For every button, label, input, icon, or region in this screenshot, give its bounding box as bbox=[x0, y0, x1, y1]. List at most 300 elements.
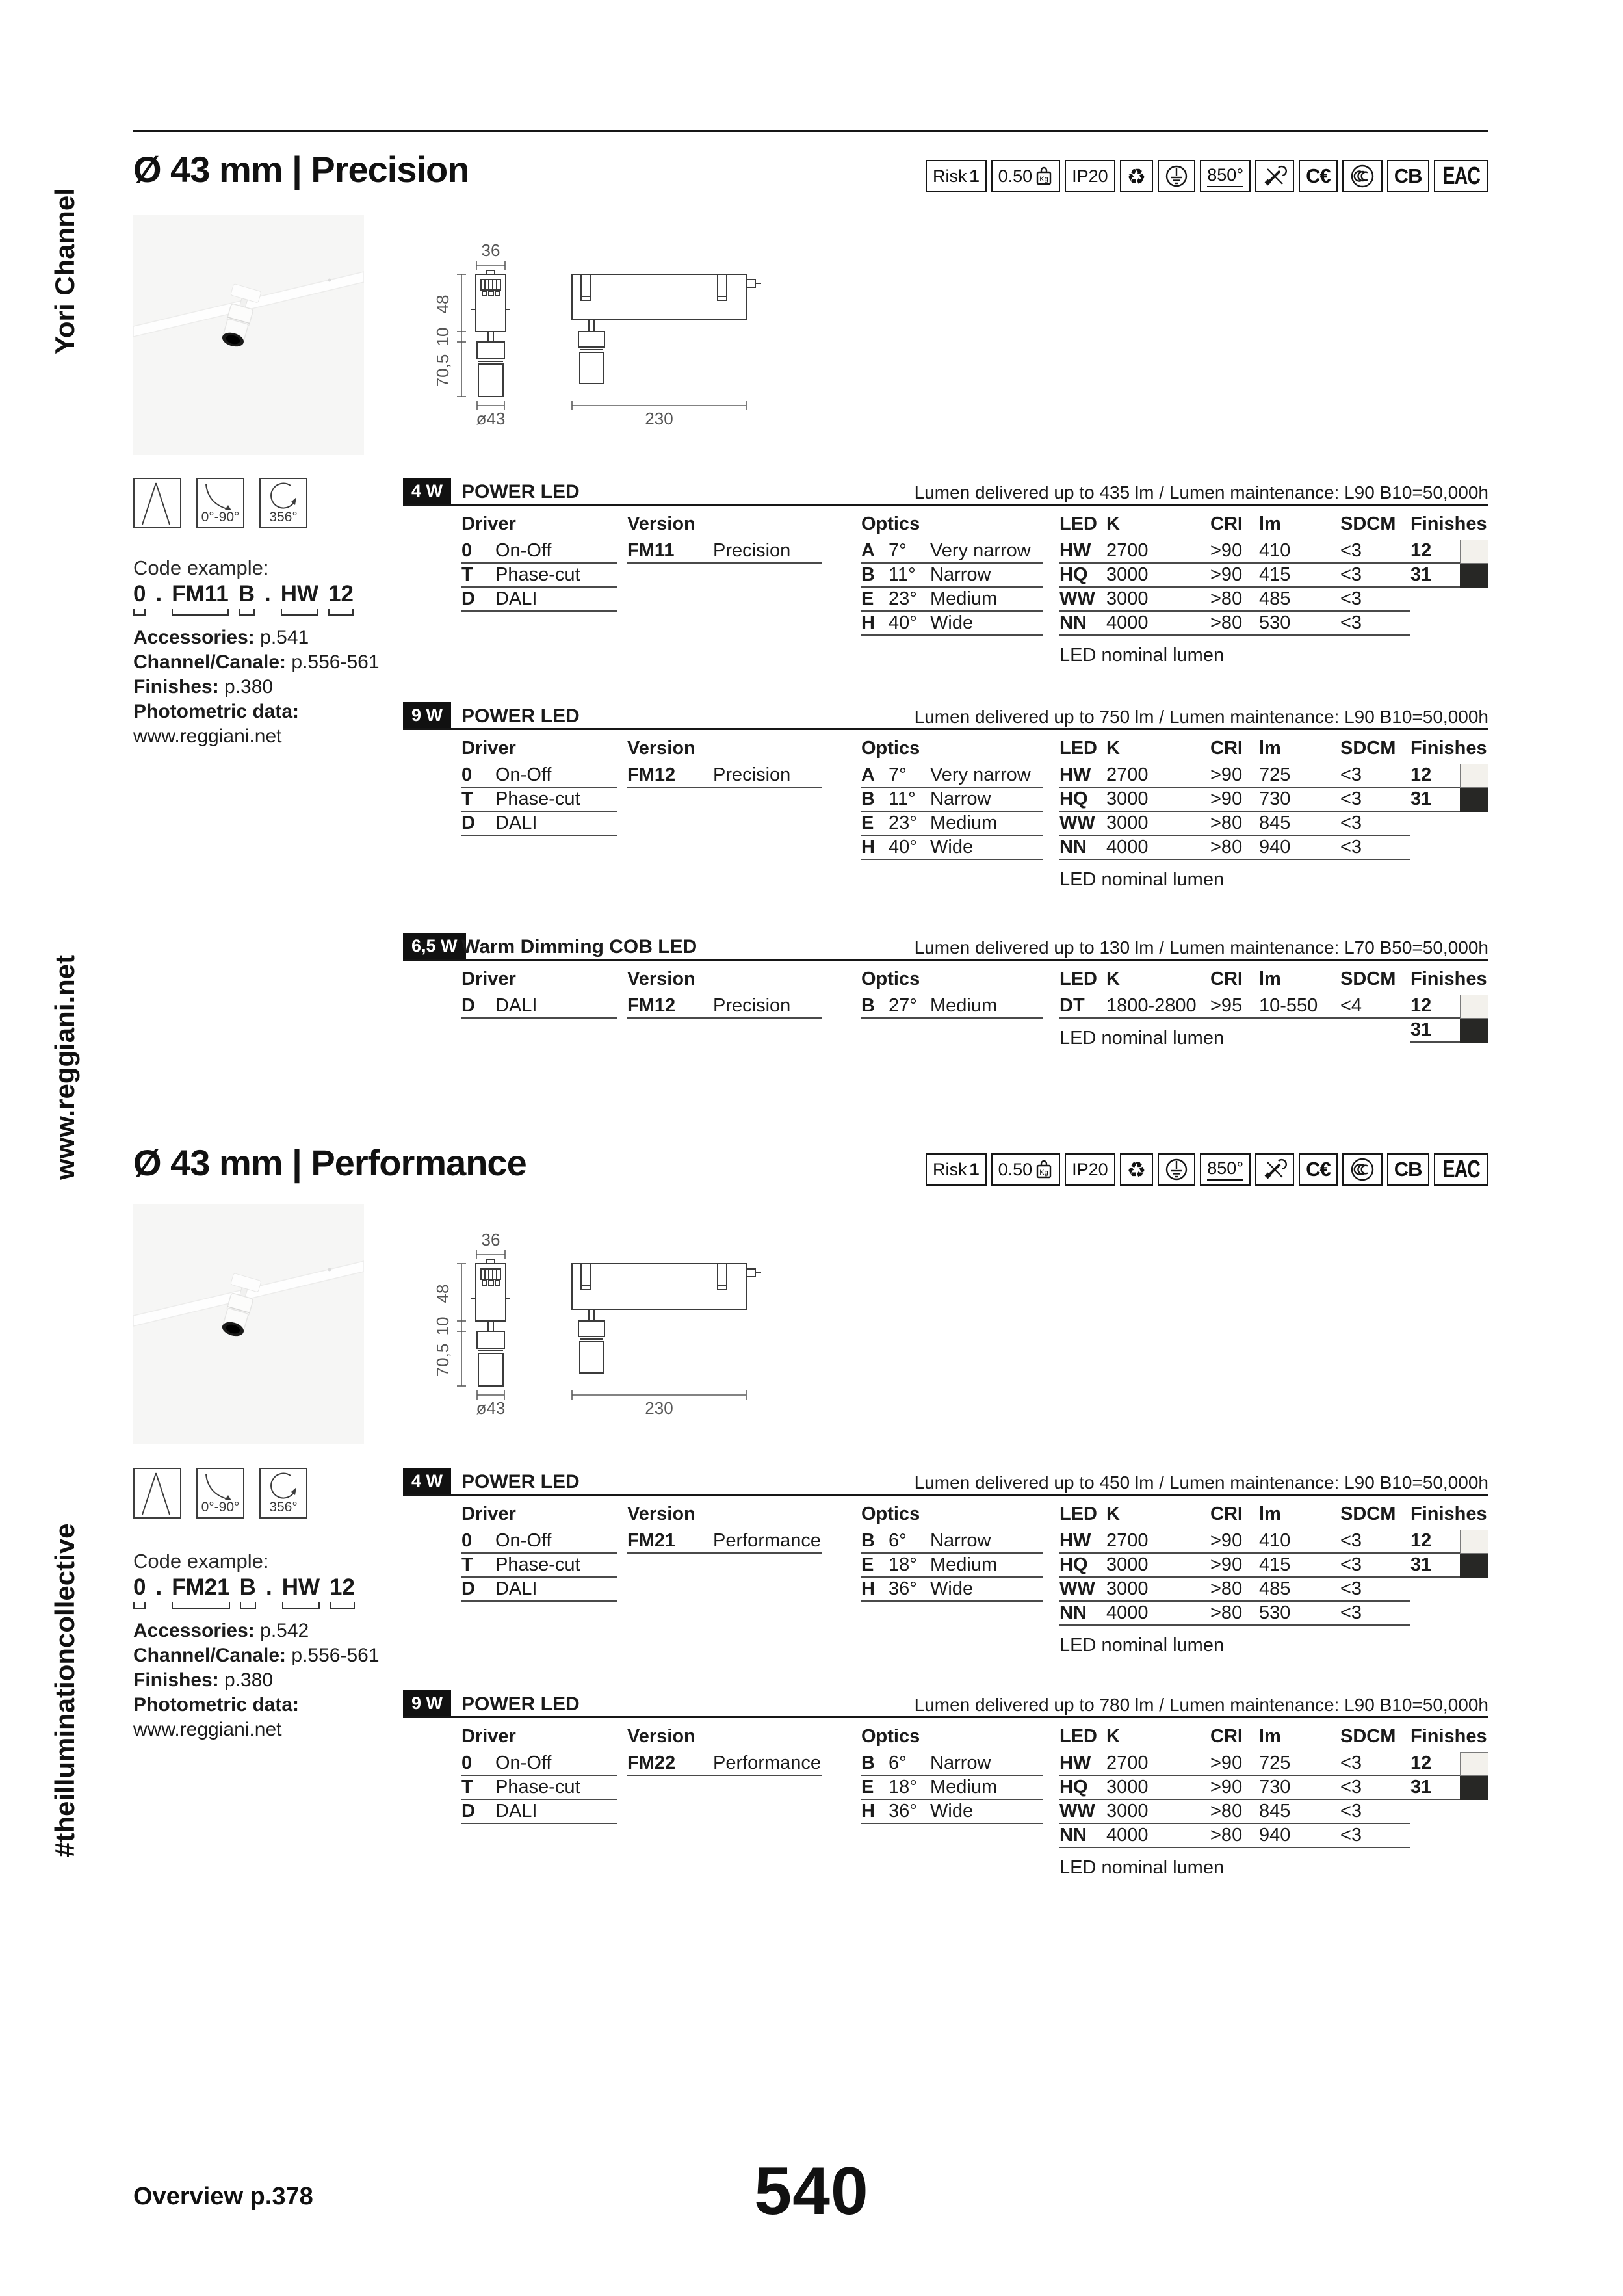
reference-line bbox=[133, 1693, 380, 1717]
optics-name: Medium bbox=[930, 995, 998, 1016]
led-cell: 2700 bbox=[1106, 1753, 1149, 1773]
optics-angle: 18° bbox=[889, 1554, 917, 1575]
cert-ip-badge bbox=[1065, 1153, 1115, 1186]
reference-value: p.556-561 bbox=[286, 1645, 380, 1666]
driver-row bbox=[461, 1776, 617, 1800]
optics-row bbox=[861, 788, 1043, 812]
reference-line bbox=[133, 650, 380, 675]
led-cell: 4000 bbox=[1106, 612, 1149, 633]
svg-text:ø43: ø43 bbox=[476, 1398, 506, 1416]
cert-earth-badge bbox=[1158, 1153, 1195, 1186]
version-row bbox=[627, 1752, 822, 1776]
technical-drawing bbox=[416, 1231, 780, 1416]
cert-recycle-badge bbox=[1120, 160, 1154, 192]
reference-line bbox=[133, 1668, 380, 1693]
cert-eac-badge bbox=[1434, 1153, 1488, 1186]
wattage-badge: 9 W bbox=[403, 702, 451, 728]
led-header: K bbox=[1106, 1726, 1120, 1747]
version-header: Version bbox=[627, 1504, 695, 1524]
spotlight-photo-illustration bbox=[133, 1204, 364, 1444]
led-cell: >80 bbox=[1210, 1578, 1243, 1599]
table-rule bbox=[403, 959, 1488, 961]
version-row bbox=[627, 995, 822, 1019]
led-cell: 4000 bbox=[1106, 1825, 1149, 1846]
led-row bbox=[1059, 588, 1410, 612]
driver-row bbox=[461, 1800, 617, 1824]
led-cell: HW bbox=[1059, 1753, 1091, 1773]
led-cell: <3 bbox=[1340, 612, 1362, 633]
finishes-header: Finishes bbox=[1410, 1726, 1487, 1747]
led-header: SDCM bbox=[1340, 738, 1396, 759]
beam-box-rotate bbox=[259, 1468, 307, 1519]
ccc-mark-icon bbox=[1349, 1156, 1375, 1182]
led-cell: <3 bbox=[1340, 764, 1362, 785]
led-row bbox=[1059, 540, 1410, 564]
reference-value: p.380 bbox=[218, 676, 274, 698]
led-row bbox=[1059, 1776, 1410, 1800]
code-token-underline bbox=[330, 1602, 355, 1609]
code-token-text: 0 bbox=[133, 581, 146, 607]
led-cell: >80 bbox=[1210, 612, 1243, 633]
svg-text:230: 230 bbox=[645, 409, 673, 427]
optics-code: B bbox=[861, 564, 875, 585]
led-cell: <3 bbox=[1340, 789, 1362, 809]
led-row bbox=[1059, 612, 1410, 636]
optics-row bbox=[861, 1752, 1043, 1776]
driver-code: T bbox=[461, 1777, 473, 1797]
code-token bbox=[239, 581, 255, 616]
finish-swatch bbox=[1460, 540, 1488, 564]
optics-name: Medium bbox=[930, 813, 998, 833]
led-row bbox=[1059, 564, 1410, 588]
finish-swatch bbox=[1460, 1530, 1488, 1554]
reference-label: Finishes: bbox=[133, 1669, 219, 1691]
led-cell: <4 bbox=[1340, 995, 1362, 1016]
version-name: Precision bbox=[713, 764, 791, 785]
top-rule bbox=[133, 130, 1488, 132]
led-cell: <3 bbox=[1340, 1602, 1362, 1623]
finish-row bbox=[1410, 540, 1460, 564]
version-code: FM11 bbox=[627, 540, 675, 561]
code-token-underline bbox=[240, 1602, 256, 1609]
cert-ccc-badge bbox=[1342, 1153, 1383, 1186]
reference-label: Photometric data: bbox=[133, 701, 300, 722]
code-token-underline bbox=[172, 609, 229, 616]
led-type-title: POWER LED bbox=[461, 1471, 580, 1493]
column-optics bbox=[861, 738, 1043, 860]
optics-name: Wide bbox=[930, 837, 974, 857]
led-cell: 10-550 bbox=[1259, 995, 1318, 1016]
dimension-drawing bbox=[416, 1231, 780, 1416]
version-code: FM12 bbox=[627, 995, 676, 1016]
optics-row bbox=[861, 764, 1043, 788]
led-row bbox=[1059, 764, 1410, 788]
optics-name: Narrow bbox=[930, 564, 991, 585]
version-header: Version bbox=[627, 1726, 695, 1747]
recycle-icon: ♻ bbox=[1126, 1156, 1147, 1182]
cert-risk-badge bbox=[926, 160, 987, 192]
weight-value: 0.50 bbox=[998, 166, 1033, 186]
led-header: lm bbox=[1259, 1504, 1281, 1524]
code-token bbox=[328, 581, 354, 616]
code-token-text: 12 bbox=[330, 1574, 355, 1600]
led-header: K bbox=[1106, 1504, 1120, 1524]
led-header: SDCM bbox=[1340, 1504, 1396, 1524]
code-token bbox=[133, 581, 146, 616]
overview-link: Overview p.378 bbox=[133, 2183, 313, 2210]
reference-label: Channel/Canale: bbox=[133, 1645, 287, 1666]
dim-width: 36 bbox=[481, 1231, 500, 1249]
code-token-text: 12 bbox=[328, 581, 354, 607]
code-token-underline bbox=[282, 1602, 320, 1609]
column-version bbox=[627, 738, 822, 788]
optics-header: Optics bbox=[861, 1726, 920, 1747]
led-header: lm bbox=[1259, 738, 1281, 759]
column-version bbox=[627, 1504, 822, 1554]
code-token-underline bbox=[172, 1602, 229, 1609]
driver-row bbox=[461, 1578, 617, 1602]
ip-rating: IP20 bbox=[1072, 1159, 1108, 1179]
table-rule bbox=[403, 728, 1488, 730]
led-cell: 845 bbox=[1259, 813, 1291, 833]
led-cell: >90 bbox=[1210, 1753, 1243, 1773]
led-cell: 845 bbox=[1259, 1801, 1291, 1821]
kg-bag-icon bbox=[1035, 1159, 1053, 1180]
led-header: CRI bbox=[1210, 738, 1243, 759]
driver-header: Driver bbox=[461, 969, 516, 989]
led-nominal-note: LED nominal lumen bbox=[1059, 869, 1225, 890]
optics-angle: 6° bbox=[889, 1753, 907, 1773]
svg-text:230: 230 bbox=[645, 1398, 673, 1416]
rail-hashtag: #theilluminationcollective bbox=[49, 1523, 80, 1857]
optics-code: H bbox=[861, 1801, 875, 1821]
led-cell: 4000 bbox=[1106, 1602, 1149, 1623]
led-cell: >95 bbox=[1210, 995, 1243, 1016]
led-row bbox=[1059, 836, 1410, 860]
led-cell: >90 bbox=[1210, 1530, 1243, 1551]
reference-links bbox=[133, 625, 380, 749]
finish-swatches bbox=[1460, 540, 1488, 588]
led-cell: <3 bbox=[1340, 837, 1362, 857]
reference-value: p.542 bbox=[254, 1620, 309, 1641]
led-cell: >80 bbox=[1210, 1602, 1243, 1623]
lumen-note: Lumen delivered up to 750 lm / Lumen maintenance: L90 B10=50,000h bbox=[914, 707, 1488, 727]
wattage-badge: 9 W bbox=[403, 1690, 451, 1716]
optics-angle: 7° bbox=[889, 764, 907, 785]
column-led bbox=[1059, 1504, 1410, 1656]
cert-notools-badge bbox=[1255, 1153, 1294, 1186]
svg-text:70,5: 70,5 bbox=[433, 354, 452, 387]
svg-text:ø43: ø43 bbox=[476, 409, 506, 427]
cert-ip-badge bbox=[1065, 160, 1115, 192]
driver-row bbox=[461, 588, 617, 612]
reference-line bbox=[133, 1619, 380, 1643]
driver-row bbox=[461, 1554, 617, 1578]
led-cell: 940 bbox=[1259, 837, 1291, 857]
reference-line bbox=[133, 675, 380, 699]
beam-box-beam bbox=[133, 1468, 181, 1519]
finish-code: 12 bbox=[1410, 995, 1432, 1016]
cert-ccc-badge bbox=[1342, 160, 1383, 192]
ip-rating: IP20 bbox=[1072, 166, 1108, 186]
led-header: LED bbox=[1059, 1726, 1097, 1747]
led-cell: 530 bbox=[1259, 1602, 1291, 1623]
cert-earth-badge bbox=[1158, 160, 1195, 192]
version-name: Precision bbox=[713, 540, 791, 561]
led-cell: HQ bbox=[1059, 564, 1088, 585]
led-row bbox=[1059, 1530, 1410, 1554]
led-cell: >80 bbox=[1210, 1825, 1243, 1846]
optics-code: B bbox=[861, 995, 875, 1016]
driver-code: T bbox=[461, 564, 473, 585]
led-cell: HQ bbox=[1059, 789, 1088, 809]
finish-row bbox=[1410, 1530, 1460, 1554]
optics-angle: 18° bbox=[889, 1777, 917, 1797]
led-row bbox=[1059, 1602, 1410, 1626]
finish-swatches bbox=[1460, 1752, 1488, 1800]
product-photo bbox=[133, 1204, 364, 1444]
version-row bbox=[627, 764, 822, 788]
driver-name: DALI bbox=[495, 813, 538, 833]
code-token bbox=[240, 1574, 256, 1609]
code-token-underline bbox=[239, 609, 255, 616]
led-cell: <3 bbox=[1340, 1554, 1362, 1575]
driver-header: Driver bbox=[461, 1504, 516, 1524]
ce-mark: C€ bbox=[1306, 1158, 1331, 1181]
led-cell: 725 bbox=[1259, 1753, 1291, 1773]
led-cell: >90 bbox=[1210, 1554, 1243, 1575]
led-cell: WW bbox=[1059, 588, 1095, 609]
optics-angle: 36° bbox=[889, 1801, 917, 1821]
optics-name: Medium bbox=[930, 1554, 998, 1575]
weight-value: 0.50 bbox=[998, 1159, 1033, 1179]
led-nominal-note: LED nominal lumen bbox=[1059, 645, 1225, 666]
column-led bbox=[1059, 1726, 1410, 1879]
driver-code: T bbox=[461, 1554, 473, 1575]
svg-text:Kg: Kg bbox=[1039, 1169, 1048, 1177]
section-title-precision: Ø 43 mm | Precision bbox=[133, 149, 469, 190]
svg-text:10: 10 bbox=[433, 1316, 452, 1336]
finish-code: 31 bbox=[1410, 564, 1432, 585]
led-cell: 4000 bbox=[1106, 837, 1149, 857]
driver-code: D bbox=[461, 1801, 475, 1821]
driver-row bbox=[461, 1752, 617, 1776]
led-cell: >90 bbox=[1210, 564, 1243, 585]
beam-shape-icon bbox=[135, 1469, 180, 1517]
beam-box-tilt bbox=[196, 478, 244, 528]
led-nominal-note: LED nominal lumen bbox=[1059, 1857, 1225, 1878]
led-cell: 3000 bbox=[1106, 1801, 1149, 1821]
driver-code: D bbox=[461, 813, 475, 833]
finish-row bbox=[1410, 1019, 1460, 1043]
optics-name: Wide bbox=[930, 1801, 974, 1821]
led-cell: 485 bbox=[1259, 1578, 1291, 1599]
ccc-mark-icon bbox=[1349, 163, 1375, 189]
led-cell: <3 bbox=[1340, 1530, 1362, 1551]
beam-box-label: 0°-90° bbox=[201, 1500, 240, 1515]
finish-row bbox=[1410, 1554, 1460, 1578]
code-token-text: HW bbox=[280, 581, 319, 607]
optics-angle: 36° bbox=[889, 1578, 917, 1599]
driver-name: DALI bbox=[495, 1578, 538, 1599]
column-optics bbox=[861, 514, 1043, 636]
led-type-title: Warm Dimming COB LED bbox=[461, 936, 697, 958]
cb-mark: CB bbox=[1394, 164, 1422, 187]
column-driver bbox=[461, 514, 617, 612]
led-header: CRI bbox=[1210, 514, 1243, 534]
finish-swatches bbox=[1460, 1530, 1488, 1578]
code-token-separator: . bbox=[265, 1574, 272, 1600]
led-cell: <3 bbox=[1340, 1801, 1362, 1821]
optics-code: B bbox=[861, 1753, 875, 1773]
finish-code: 12 bbox=[1410, 1753, 1432, 1773]
driver-name: Phase-cut bbox=[495, 1554, 580, 1575]
optics-name: Very narrow bbox=[930, 764, 1031, 785]
column-version bbox=[627, 1726, 822, 1776]
optics-name: Medium bbox=[930, 588, 998, 609]
led-cell: HQ bbox=[1059, 1777, 1088, 1797]
led-cell: <3 bbox=[1340, 540, 1362, 561]
driver-code: D bbox=[461, 995, 475, 1016]
led-cell: NN bbox=[1059, 612, 1087, 633]
led-cell: WW bbox=[1059, 813, 1095, 833]
driver-row bbox=[461, 812, 617, 836]
led-header-row bbox=[1059, 738, 1410, 764]
lumen-note: Lumen delivered up to 450 lm / Lumen maintenance: L90 B10=50,000h bbox=[914, 1472, 1488, 1493]
version-name: Performance bbox=[713, 1753, 822, 1773]
column-driver bbox=[461, 969, 617, 1019]
driver-header: Driver bbox=[461, 1726, 516, 1747]
optics-code: A bbox=[861, 764, 875, 785]
version-code: FM12 bbox=[627, 764, 676, 785]
optics-angle: 7° bbox=[889, 540, 907, 561]
code-token-separator: . bbox=[155, 581, 162, 607]
led-cell: <3 bbox=[1340, 1578, 1362, 1599]
led-header: K bbox=[1106, 514, 1120, 534]
led-cell: 730 bbox=[1259, 1777, 1291, 1797]
driver-row bbox=[461, 1530, 617, 1554]
optics-header: Optics bbox=[861, 738, 920, 759]
led-header-row bbox=[1059, 1726, 1410, 1752]
led-nominal-note: LED nominal lumen bbox=[1059, 1028, 1225, 1049]
risk-label: Risk bbox=[933, 1159, 967, 1179]
led-cell: <3 bbox=[1340, 1777, 1362, 1797]
finish-swatch bbox=[1460, 1776, 1488, 1800]
led-row bbox=[1059, 1824, 1410, 1848]
led-cell: >90 bbox=[1210, 540, 1243, 561]
version-code: FM22 bbox=[627, 1753, 676, 1773]
reference-label: Photometric data: bbox=[133, 1694, 300, 1715]
no-tools-icon bbox=[1262, 1158, 1287, 1181]
reference-value: www.reggiani.net bbox=[133, 1719, 282, 1740]
led-cell: 410 bbox=[1259, 540, 1291, 561]
led-header: LED bbox=[1059, 969, 1097, 989]
risk-value: 1 bbox=[969, 166, 980, 186]
led-cell: >90 bbox=[1210, 764, 1243, 785]
version-header: Version bbox=[627, 969, 695, 989]
led-row bbox=[1059, 788, 1410, 812]
led-cell: WW bbox=[1059, 1801, 1095, 1821]
cert-temp-badge bbox=[1200, 1153, 1251, 1186]
reference-value: p.556-561 bbox=[286, 651, 380, 673]
finish-code: 12 bbox=[1410, 1530, 1432, 1551]
led-cell: NN bbox=[1059, 837, 1087, 857]
code-token bbox=[281, 581, 318, 616]
finish-swatches bbox=[1460, 995, 1488, 1043]
optics-row bbox=[861, 995, 1043, 1019]
finishes-header: Finishes bbox=[1410, 969, 1487, 989]
optics-row bbox=[861, 1554, 1043, 1578]
led-cell: 3000 bbox=[1106, 588, 1149, 609]
led-cell: 730 bbox=[1259, 789, 1291, 809]
finish-row bbox=[1410, 995, 1460, 1019]
code-token-separator: . bbox=[265, 581, 271, 607]
product-photo bbox=[133, 215, 364, 455]
led-cell: NN bbox=[1059, 1602, 1087, 1623]
led-header: K bbox=[1106, 738, 1120, 759]
led-header: SDCM bbox=[1340, 1726, 1396, 1747]
beam-box-label: 0°-90° bbox=[201, 510, 240, 525]
led-cell: NN bbox=[1059, 1825, 1087, 1846]
reference-line bbox=[133, 625, 380, 650]
cert-bold-badge bbox=[1387, 160, 1429, 192]
led-header: CRI bbox=[1210, 969, 1243, 989]
finish-swatches bbox=[1460, 764, 1488, 812]
column-version bbox=[627, 969, 822, 1019]
optics-angle: 11° bbox=[889, 789, 916, 809]
cert-notools-badge bbox=[1255, 160, 1294, 192]
led-type-title: POWER LED bbox=[461, 481, 580, 502]
code-token bbox=[172, 1574, 229, 1609]
cert-weight-badge bbox=[991, 1153, 1061, 1186]
table-rule bbox=[403, 504, 1488, 506]
driver-header: Driver bbox=[461, 738, 516, 759]
section-title-performance: Ø 43 mm | Performance bbox=[133, 1142, 526, 1183]
led-header: CRI bbox=[1210, 1726, 1243, 1747]
temperature-rating: 850° bbox=[1207, 165, 1243, 187]
finish-code: 31 bbox=[1410, 789, 1432, 809]
reference-value: p.380 bbox=[218, 1669, 274, 1691]
led-cell: <3 bbox=[1340, 564, 1362, 585]
code-token-text: B bbox=[238, 581, 255, 607]
code-token-underline bbox=[281, 609, 318, 616]
code-token-underline bbox=[328, 609, 354, 616]
led-header-row bbox=[1059, 1504, 1410, 1530]
led-cell: 530 bbox=[1259, 612, 1291, 633]
beam-icon-row bbox=[133, 1468, 307, 1519]
led-header: LED bbox=[1059, 1504, 1097, 1524]
finish-row bbox=[1410, 764, 1460, 788]
beam-box-tilt bbox=[196, 1468, 244, 1519]
driver-header: Driver bbox=[461, 514, 516, 534]
certification-row bbox=[926, 160, 1488, 192]
finishes-header: Finishes bbox=[1410, 738, 1487, 759]
led-cell: >80 bbox=[1210, 837, 1243, 857]
optics-code: E bbox=[861, 588, 874, 609]
led-cell: 415 bbox=[1259, 564, 1291, 585]
dimension-drawing bbox=[416, 242, 780, 427]
cert-ce-badge bbox=[1299, 1153, 1338, 1186]
finish-code: 31 bbox=[1410, 1554, 1432, 1575]
optics-code: A bbox=[861, 540, 875, 561]
optics-name: Narrow bbox=[930, 1753, 991, 1773]
wattage-badge: 4 W bbox=[403, 1468, 451, 1494]
driver-code: 0 bbox=[461, 764, 473, 785]
led-header: lm bbox=[1259, 969, 1281, 989]
column-driver bbox=[461, 1504, 617, 1602]
led-cell: 2700 bbox=[1106, 764, 1149, 785]
finishes-header: Finishes bbox=[1410, 514, 1487, 534]
